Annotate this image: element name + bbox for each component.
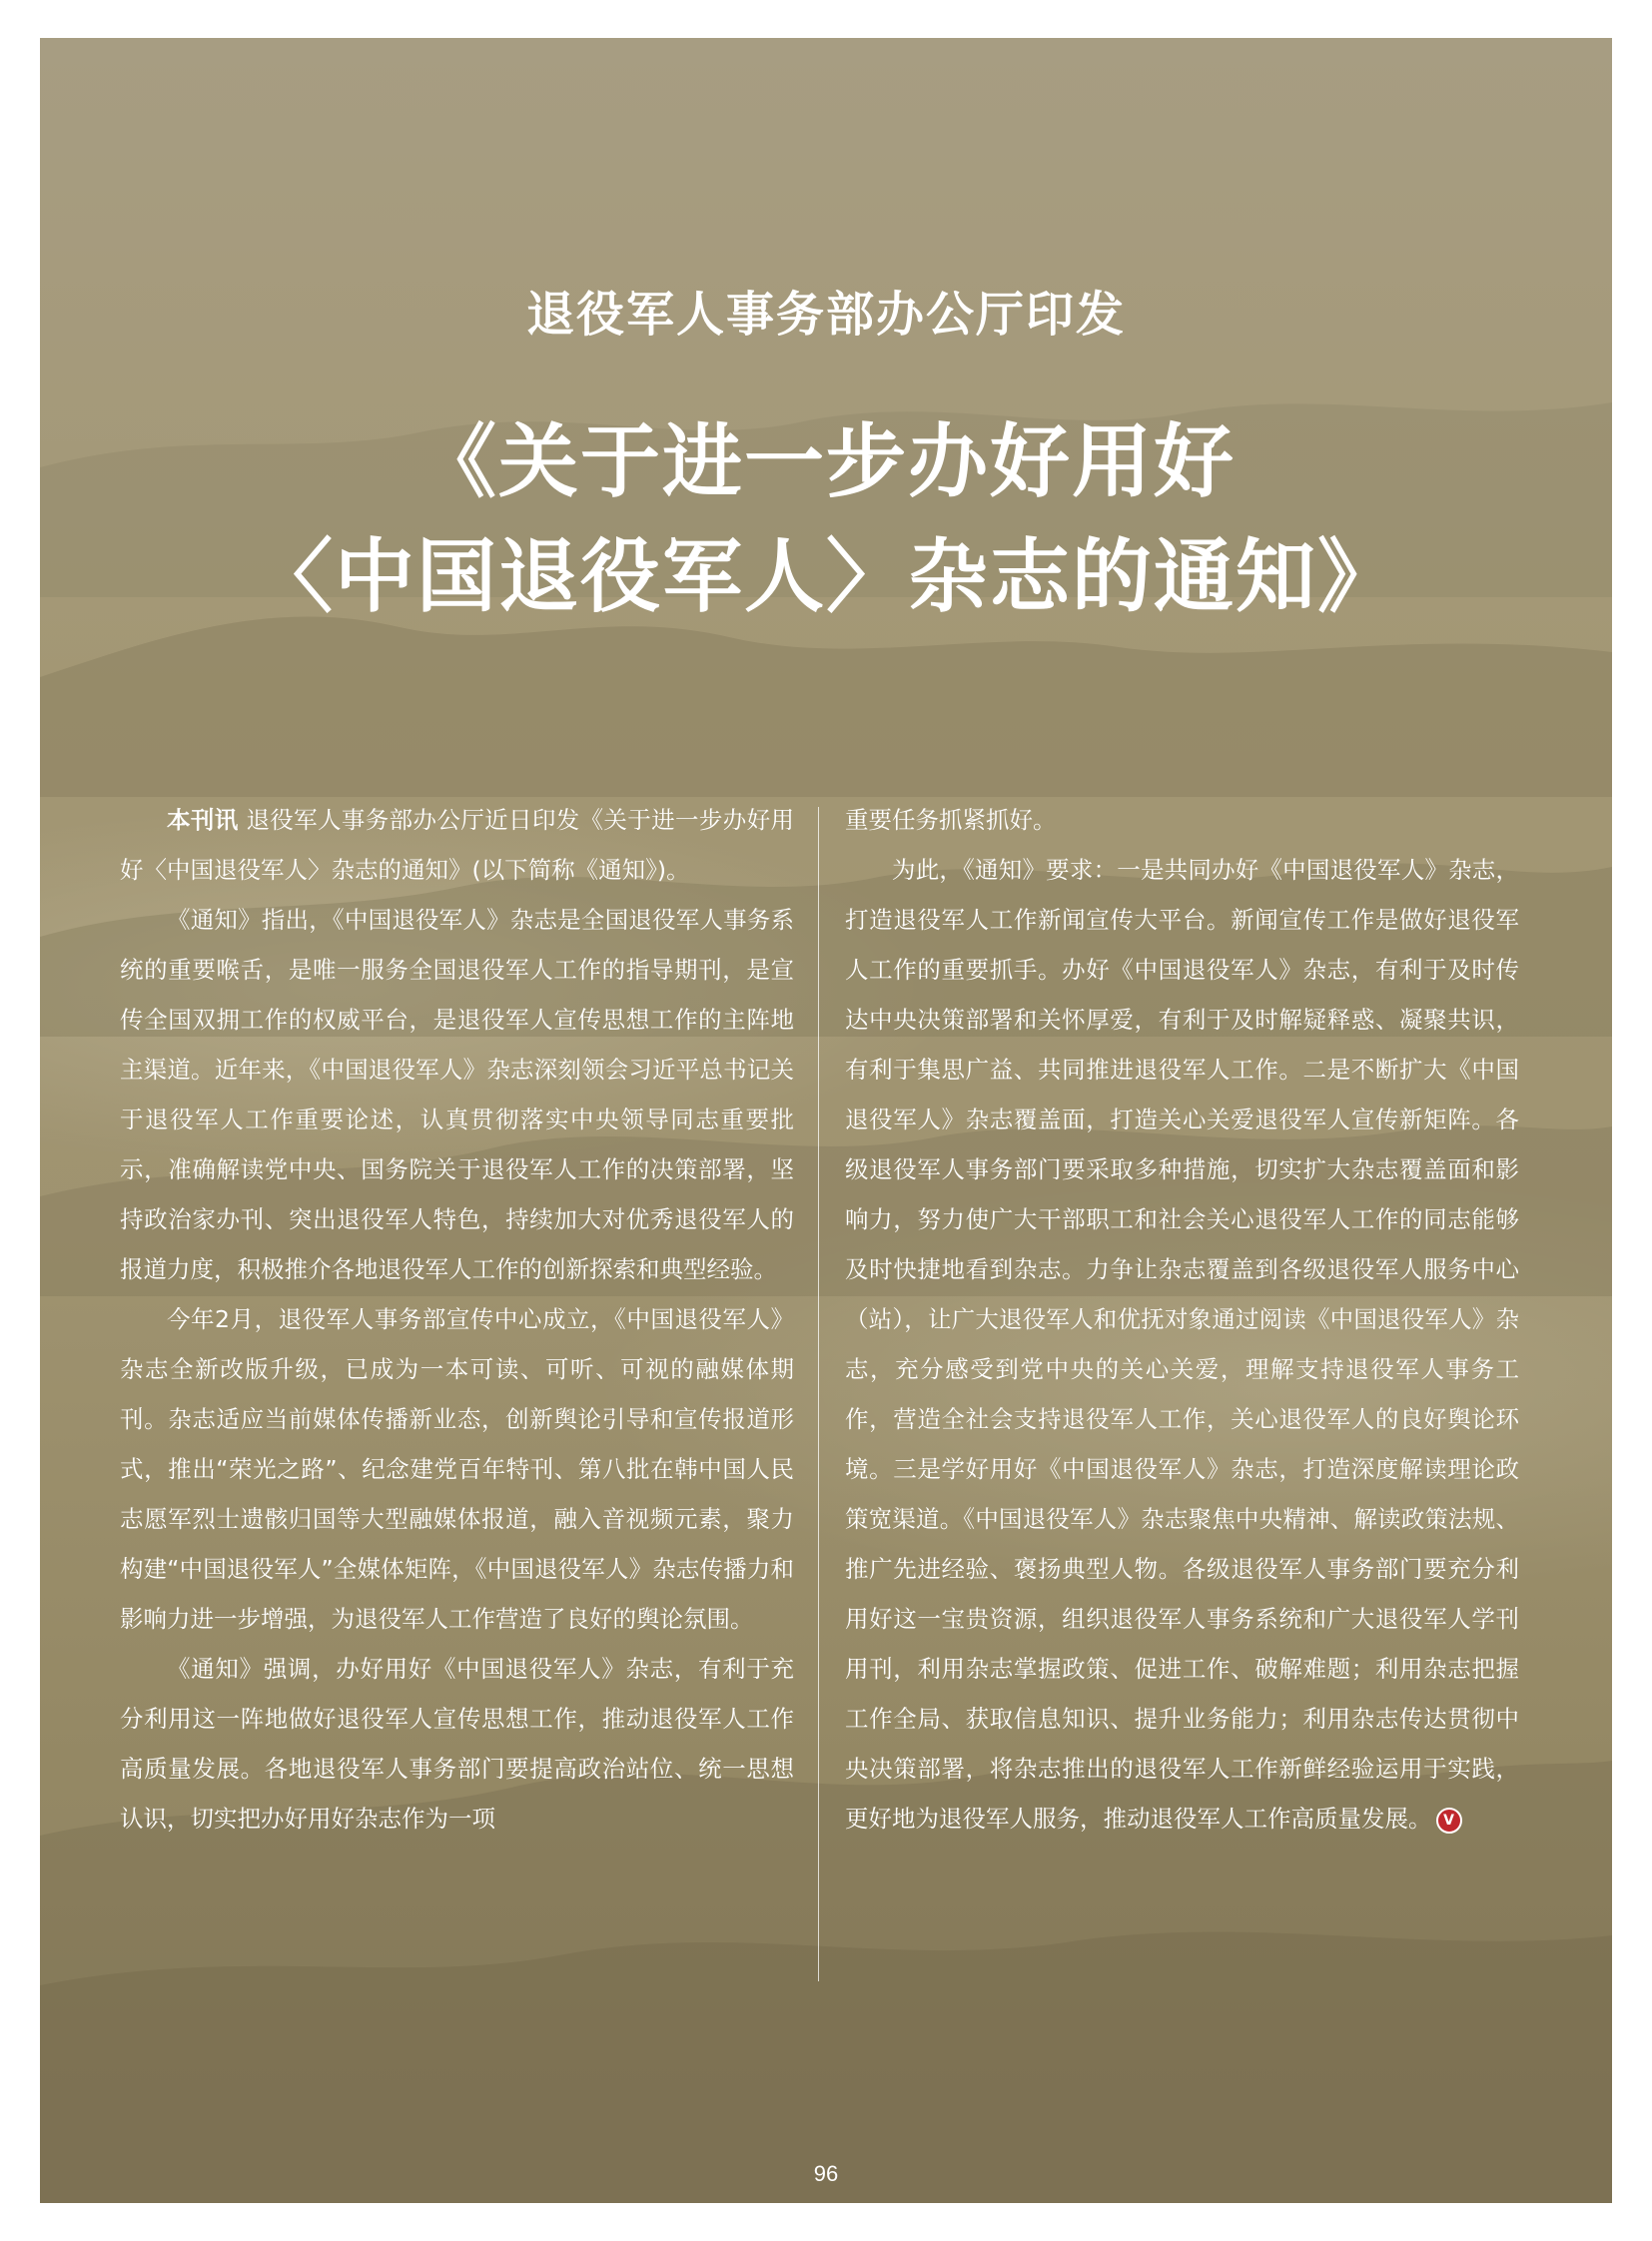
end-mark-icon: V [1436, 1808, 1462, 1834]
magazine-page [40, 38, 1612, 2203]
article-paragraph-2: 《通知》指出，《中国退役军人》杂志是全国退役军人事务系统的重要喉舌，是唯一服务全国退役军人工作的指导期刊，是宣传全国双拥工作的权威平台，是退役军人宣传思想工作的主阵地主渠道。近年来，《中国退役军人》杂志深刻领会习近平总书记关于退役军人工作重要论述，认真贯彻落实中央领导同志重要批示，准确解读党中央、国务院关于退役军人工作的决策部署，坚持政治家办刊、突出退役军人特色，持续加大对优秀退役军人的报道力度，积极推介各地退役军人工作的创新探索和典型经验。 [120, 906, 794, 1283]
lead-label: 本刊讯 [167, 806, 239, 834]
paragraph-1-text: 退役军人事务部办公厅近日印发《关于进一步办好用好〈中国退役军人〉杂志的通知》(以下简称《通知》)。 [120, 806, 794, 884]
page-number: 96 [813, 2161, 839, 2186]
paragraph-5-text: 为此，《通知》要求：一是共同办好《中国退役军人》杂志，打造退役军人工作新闻宣传大平台。新闻宣传工作是做好退役军人工作的重要抓手。办好《中国退役军人》杂志，有利于及时传达中央决策部署和关怀厚爱，有利于及时解疑释惑、凝聚共识，有利于集思广益、共同推进退役军人工作。二是不断扩大《中国退役军人》杂志覆盖面，打造关心关爱退役军人宣传新矩阵。各级退役军人事务部门要采取多种措施，切实扩大杂志覆盖面和影响力，努力使广大干部职工和社会关心退役军人工作的同志能够及时快捷地看到杂志。力争让杂志覆盖到各级退役军人服务中心（站），让广大退役军人和优抚对象通过阅读《中国退役军人》杂志，充分感受到党中央的关心关爱，理解支持退役军人事务工作，营造全社会支持退役军人工作，关心退役军人的良好舆论环境。三是学好用好《中国退役军人》杂志，打造深度解读理论政策宽渠道。《中国退役军人》杂志聚焦中央精神、解读政策法规、推广先进经验、褒扬典型人物。各级退役军人事务部门要充分利用好这一宝贵资源，组织退役军人事务系统和广大退役军人学刊用刊，利用杂志掌握政策、促进工作、破解难题；利用杂志把握工作全局、获取信息知识、提升业务能力；利用杂志传达贯彻中央决策部署，将杂志推出的退役军人工作新鲜经验运用于实践，更好地为退役军人服务，推动退役军人工作高质量发展。 [845, 856, 1519, 1833]
notice-title-line-2: 〈中国退役军人〉杂志的通知》 [253, 530, 1399, 623]
article-left-column [120, 795, 794, 1844]
article-paragraph-4-continued: 重要任务抓紧抓好。 [845, 806, 1057, 834]
article-paragraph-1 [120, 795, 794, 895]
article-right-column [845, 795, 1519, 1844]
column-divider [818, 807, 819, 1981]
article-paragraph-5 [845, 845, 1519, 1844]
notice-subtitle: 退役军人事务部办公厅印发 [525, 287, 1126, 343]
article-paragraph-3: 今年2月，退役军人事务部宣传中心成立，《中国退役军人》杂志全新改版升级，已成为一本可读、可听、可视的融媒体期刊。杂志适应当前媒体传播新业态，创新舆论引导和宣传报道形式，推出“荣光之路”、纪念建党百年特刊、第八批在韩中国人民志愿军烈士遗骸归国等大型融媒体报道，融入音视频元素，聚力构建“中国退役军人”全媒体矩阵，《中国退役军人》杂志传播力和影响力进一步增强，为退役军人工作营造了良好的舆论氛围。 [120, 1305, 794, 1633]
article-paragraph-4: 《通知》强调，办好用好《中国退役军人》杂志，有利于充分利用这一阵地做好退役军人宣传思想工作，推动退役军人工作高质量发展。各地退役军人事务部门要提高政治站位、统一思想认识，切实把办好用好杂志作为一项 [120, 1655, 794, 1833]
notice-title-line-1: 《关于进一步办好用好 [416, 415, 1236, 508]
